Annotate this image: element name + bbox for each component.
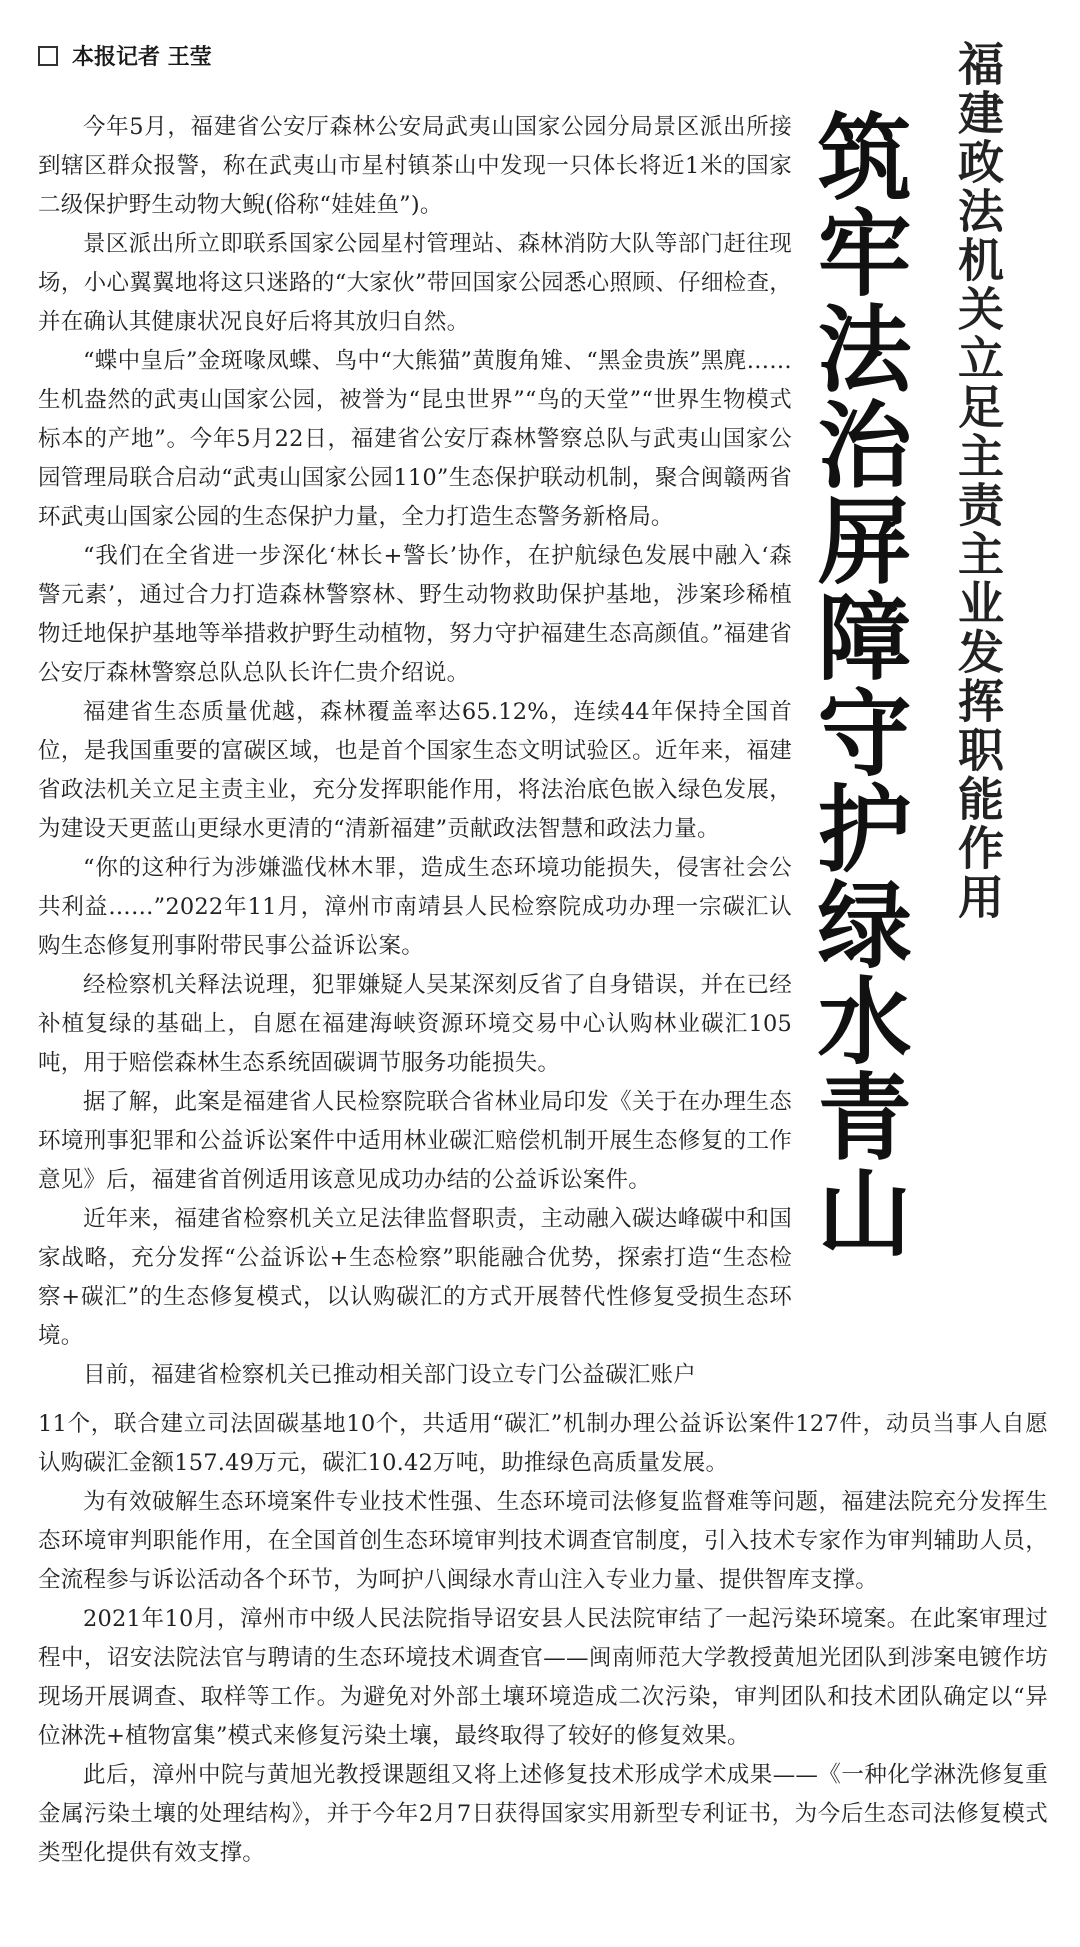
byline [38,40,212,71]
paragraph: 2021年10月，漳州市中级人民法院指导诏安县人民法院审结了一起污染环境案。在此案审理过程中，诏安法院法官与聘请的生态环境技术调查官——闽南师范大学教授黄旭光团队到涉案电镀作坊现场开展调查、取样等工作。为避免对外部土壤环境造成二次污染，审判团队和技术团队确定以“异位淋洗+植物富集”模式来修复污染土壤，最终取得了较好的修复效果。 [38,1606,1048,1749]
article-column-narrow [38,108,792,1395]
paragraph: 为有效破解生态环境案件专业技术性强、生态环境司法修复监督难等问题，福建法院充分发挥生态环境审判职能作用，在全国首创生态环境审判技术调查官制度，引入技术专家作为审判辅助人员，全流程参与诉讼活动各个环节，为呵护八闽绿水青山注入专业力量、提供智库支撑。 [38,1489,1048,1593]
paragraph-continued: 11个，联合建立司法固碳基地10个，共适用“碳汇”机制办理公益诉讼案件127件，动员当事人自愿认购碳汇金额157.49万元，碳汇10.42万吨，助推绿色高质量发展。 [38,1411,1048,1476]
paragraph: 福建省生态质量优越，森林覆盖率达65.12%，连续44年保持全国首位，是我国重要的富碳区域，也是首个国家生态文明试验区。近年来，福建省政法机关立足主责主业，充分发挥职能作用，将法治底色嵌入绿色发展，为建设天更蓝山更绿水更清的“清新福建”贡献政法智慧和政法力量。 [38,699,792,842]
paragraph: 据了解，此案是福建省人民检察院联合省林业局印发《关于在办理生态环境刑事犯罪和公益诉讼案件中适用林业碳汇赔偿机制开展生态修复的工作意见》后，福建省首例适用该意见成功办结的公益诉讼案件。 [38,1089,792,1193]
paragraph: 景区派出所立即联系国家公园星村管理站、森林消防大队等部门赶往现场，小心翼翼地将这只迷路的“大家伙”带回国家公园悉心照顾、仔细检查，并在确认其健康状况良好后将其放归自然。 [38,231,792,335]
byline-text: 本报记者 王莹 [72,45,212,70]
square-icon [38,46,58,66]
paragraph: 经检察机关释法说理，犯罪嫌疑人吴某深刻反省了自身错误，并在已经补植复绿的基础上，自愿在福建海峡资源环境交易中心认购林业碳汇105吨，用于赔偿森林生态系统固碳调节服务功能损失。 [38,972,792,1076]
paragraph: “蝶中皇后”金斑喙凤蝶、鸟中“大熊猫”黄腹角雉、“黑金贵族”黑麂……生机盎然的武夷山国家公园，被誉为“昆虫世界”“鸟的天堂”“世界生物模式标本的产地”。今年5月22日，福建省公安厅森林警察总队与武夷山国家公园管理局联合启动“武夷山国家公园110”生态保护联动机制，聚合闽赣两省环武夷山国家公园的生态保护力量，全力打造生态警务新格局。 [38,348,792,530]
paragraph: “你的这种行为涉嫌滥伐林木罪，造成生态环境功能损失，侵害社会公共利益……”2022年11月，漳州市南靖县人民检察院成功办理一宗碳汇认购生态修复刑事附带民事公益诉讼案。 [38,855,792,959]
paragraph: 近年来，福建省检察机关立足法律监督职责，主动融入碳达峰碳中和国家战略，充分发挥“公益诉讼+生态检察”职能融合优势，探索打造“生态检察+碳汇”的生态修复模式，以认购碳汇的方式开展替代性修复受损生态环境。 [38,1206,792,1349]
paragraph: “我们在全省进一步深化‘林长+警长’协作，在护航绿色发展中融入‘森警元素’，通过合力打造森林警察林、野生动物救助保护基地，涉案珍稀植物迁地保护基地等举措救护野生动植物，努力守护福建生态高颜值。”福建省公安厅森林警察总队总队长许仁贵介绍说。 [38,543,792,686]
article-column-wide [38,1405,1048,1873]
paragraph: 目前，福建省检察机关已推动相关部门设立专门公益碳汇账户 [83,1362,696,1388]
headline-subtitle: 福建政法机关立足主责主业发挥职能作用 [951,40,1005,922]
paragraph: 此后，漳州中院与黄旭光教授课题组又将上述修复技术形成学术成果——《一种化学淋洗修复重金属污染土壤的处理结构》，并于今年2月7日获得国家实用新型专利证书，为今后生态司法修复模式类型化提供有效支撑。 [38,1762,1048,1866]
paragraph: 今年5月，福建省公安厅森林公安局武夷山国家公园分局景区派出所接到辖区群众报警，称在武夷山市星村镇茶山中发现一只体长将近1米的国家二级保护野生动物大鲵(俗称“娃娃鱼”)。 [38,114,792,218]
headline-title: 筑牢法治屏障守护绿水青山 [801,108,910,1260]
